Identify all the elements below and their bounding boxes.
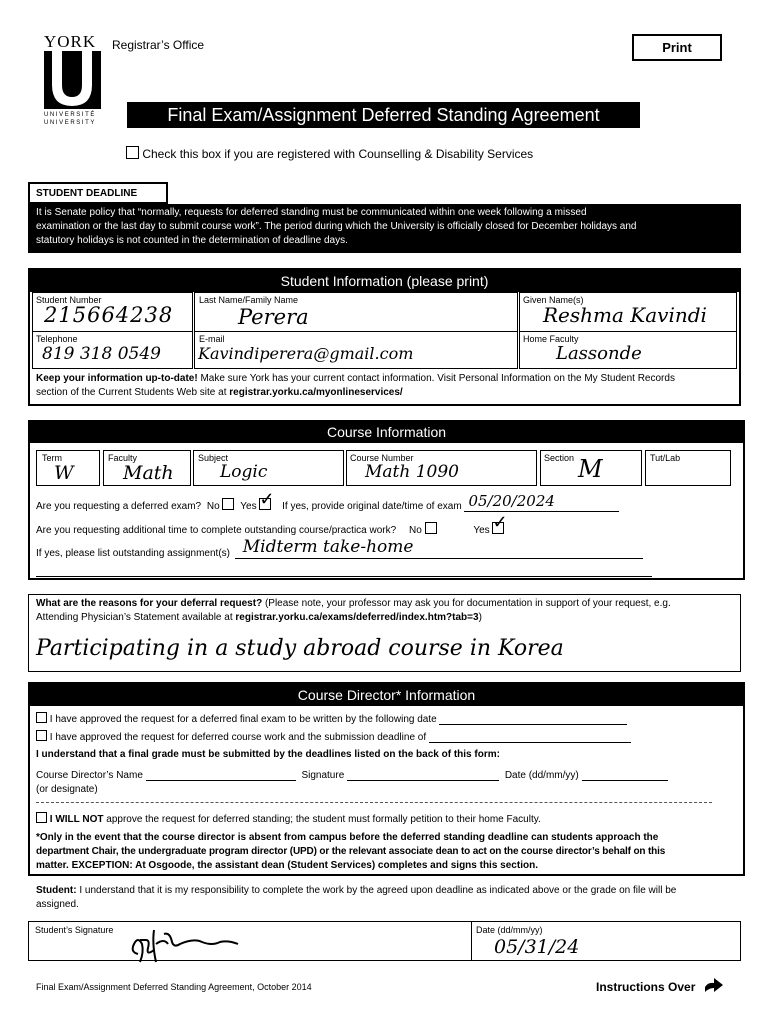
deferred-exam-no-checkbox[interactable] — [222, 498, 234, 510]
director-signature-line[interactable] — [347, 770, 499, 781]
student-statement-1 — [36, 885, 676, 896]
director-will-not-text: approve the request for deferred standing; the student must formally petition to their home Faculty. — [103, 814, 541, 825]
exam-date-line — [464, 492, 619, 512]
reasons-line-1 — [36, 598, 671, 609]
director-option-2-label: I have approved the request for deferred course work and the submission deadline of — [49, 732, 427, 743]
keep-info-note — [36, 373, 675, 384]
director-signature-label: Signature — [301, 770, 345, 781]
last-name-value[interactable]: Perera — [238, 305, 309, 329]
director-name-label: Course Director’s Name — [36, 770, 143, 781]
logo-block — [44, 51, 101, 109]
deadline-tab — [28, 182, 168, 204]
home-faculty-label: Home Faculty — [523, 334, 579, 344]
email-value[interactable]: Kavindiperera@gmail.com — [198, 344, 414, 363]
additional-time-row — [36, 512, 508, 536]
term-label: Term — [42, 453, 62, 463]
student-statement-bold: Student: — [36, 885, 77, 896]
deferred-exams-link[interactable]: registrar.yorku.ca/exams/deferred/index.htm?tab=3 — [235, 612, 479, 623]
student-statement-text: I understand that it is my responsibility to complete the work by the agreed upon deadline as indicated above or the grade on file will be — [76, 885, 677, 896]
director-dashed-divider — [36, 802, 712, 803]
student-info-title: Student Information (please print) — [30, 270, 739, 292]
additional-time-yes-check-mark: ✓ — [492, 512, 508, 532]
reasons-answer[interactable]: Participating in a study abroad course in Korea — [36, 636, 564, 661]
counselling-checkbox[interactable] — [126, 146, 139, 159]
outstanding-assignments-row — [36, 537, 643, 559]
reasons-line-2 — [36, 612, 482, 623]
deferred-exam-yes-checkbox[interactable] — [259, 489, 275, 510]
section-label: Section — [544, 453, 575, 463]
deferred-exam-yes-check-mark: ✓ — [259, 489, 275, 509]
director-note-1: *Only in the event that the course director is absent from campus before the deferred standing deadline can students approach the — [36, 832, 659, 843]
director-will-not-bold: I WILL NOT — [49, 814, 104, 825]
tutlab-label: Tut/Lab — [650, 453, 681, 463]
student-number-label: Student Number — [36, 295, 102, 305]
keep-info-note-2 — [36, 387, 403, 398]
additional-time-no-checkbox[interactable] — [425, 522, 437, 534]
instructions-over-label: Instructions Over — [596, 980, 696, 994]
deadline-tab-label: STUDENT DEADLINE — [36, 188, 138, 199]
deadline-text-1: It is Senate policy that “normally, requests for deferred standing must be communicated within one week following a missed — [36, 207, 587, 218]
faculty-value[interactable]: Math — [123, 462, 174, 484]
keep-info-bold: Keep your information up-to-date! — [36, 373, 198, 384]
logo-sub1: UNIVERSITÉ — [44, 112, 97, 118]
given-name-label: Given Name(s) — [523, 295, 584, 305]
reasons-note-close: ) — [478, 612, 482, 623]
director-title: Course Director* Information — [30, 684, 743, 706]
course-number-label: Course Number — [350, 453, 414, 463]
deadline-box — [28, 204, 741, 253]
exam-date-label: If yes, provide original date/time of exam — [282, 501, 462, 512]
student-number-value[interactable]: 215664238 — [44, 303, 174, 327]
york-logo — [42, 32, 104, 132]
deadline-text-2: examination or the last day to submit course work”. The period during which the University is officially closed for December holidays and — [36, 221, 637, 232]
director-option-2-line — [429, 732, 631, 743]
given-name-value[interactable]: Reshma Kavindi — [543, 303, 707, 327]
director-option-2 — [36, 730, 631, 743]
deferred-exam-yes-label: Yes — [240, 501, 257, 512]
telephone-value[interactable]: 819 318 0549 — [42, 344, 161, 364]
last-name-label: Last Name/Family Name — [199, 295, 299, 305]
director-will-not-row — [36, 812, 541, 825]
student-signature[interactable] — [124, 924, 244, 966]
form-title: Final Exam/Assignment Deferred Standing Agreement — [127, 102, 640, 128]
reasons-question: What are the reasons for your deferral request? — [36, 598, 263, 609]
student-statement-2: assigned. — [36, 899, 79, 910]
counselling-checkbox-row — [126, 146, 533, 161]
subject-label: Subject — [198, 453, 229, 463]
student-date-value[interactable]: 05/31/24 — [494, 936, 580, 958]
reasons-note-2: Attending Physician’s Statement available at — [36, 612, 236, 623]
student-date-label: Date (dd/mm/yy) — [476, 925, 543, 935]
logo-sub2: UNIVERSITY — [44, 120, 97, 126]
keep-info-text: Make sure York has your current contact information. Visit Personal Information on the My Student Records — [197, 373, 675, 384]
logo-york-text: YORK — [44, 32, 97, 51]
director-option-2-checkbox[interactable] — [36, 730, 47, 741]
director-understand: I understand that a final grade must be submitted by the deadlines listed on the back of this form: — [36, 749, 500, 760]
deadline-text-3: statutory holidays is not counted in the determination of deadline days. — [36, 235, 348, 246]
print-button[interactable]: Print — [632, 34, 722, 61]
exam-date-value[interactable]: 05/20/2024 — [468, 492, 555, 510]
section-value[interactable]: M — [578, 455, 603, 483]
keep-info-text-2: section of the Current Students Web site at — [36, 387, 230, 398]
reasons-note: (Please note, your professor may ask you for documentation in support of your request, e.g. — [262, 598, 671, 609]
course-info-title: Course Information — [30, 422, 743, 443]
additional-time-yes-label: Yes — [473, 525, 490, 536]
director-name-line[interactable] — [146, 770, 296, 781]
outstanding-assignments-value[interactable]: Midterm take-home — [242, 537, 414, 557]
deferred-exam-row — [36, 489, 619, 512]
director-note-2: department Chair, the undergraduate program director (UPD) or the relevant associate dean to act on the course director’s behalf on this — [36, 846, 666, 857]
director-option-1-checkbox[interactable] — [36, 712, 47, 723]
outstanding-assignments-line — [235, 537, 643, 559]
director-option-1-label: I have approved the request for a deferred final exam to be written by the following date — [49, 714, 437, 725]
student-signature-label: Student’s Signature — [35, 925, 114, 935]
arrow-right-icon — [705, 978, 723, 997]
course-number-value[interactable]: Math 1090 — [365, 462, 459, 482]
myonlineservices-link[interactable]: registrar.yorku.ca/myonlineservices/ — [229, 387, 403, 398]
director-date-line[interactable] — [582, 770, 668, 781]
director-option-1-line — [439, 714, 627, 725]
subject-value[interactable]: Logic — [220, 462, 268, 482]
registrar-office: Registrar’s Office — [112, 38, 205, 52]
counselling-label: Check this box if you are registered with Counselling & Disability Services — [142, 147, 534, 161]
outstanding-assignments-question: If yes, please list outstanding assignment(s) — [36, 548, 230, 559]
director-designate: (or designate) — [36, 784, 98, 795]
director-date-label: Date (dd/mm/yy) — [504, 770, 579, 781]
faculty-label: Faculty — [108, 453, 138, 463]
deferred-exam-no-label: No — [206, 501, 220, 512]
director-sign-row — [36, 770, 668, 781]
additional-time-no-label: No — [408, 525, 422, 536]
director-will-not-checkbox[interactable] — [36, 812, 47, 823]
additional-time-question: Are you requesting additional time to complete outstanding course/practica work? — [36, 525, 397, 536]
term-value[interactable]: W — [54, 462, 74, 484]
telephone-label: Telephone — [36, 334, 78, 344]
director-note-3: matter. EXCEPTION: At Osgoode, the assistant dean (Student Services) completes and signs this section. — [36, 860, 538, 871]
form-name-footer: Final Exam/Assignment Deferred Standing Agreement, October 2014 — [36, 982, 312, 992]
deferred-exam-question: Are you requesting a deferred exam? — [36, 501, 202, 512]
outstanding-assignments-line-2 — [36, 576, 652, 577]
director-option-1 — [36, 712, 627, 725]
additional-time-yes-checkbox[interactable] — [492, 512, 508, 534]
instructions-over[interactable] — [596, 978, 723, 997]
home-faculty-value[interactable]: Lassonde — [556, 343, 642, 364]
email-label: E-mail — [199, 334, 225, 344]
